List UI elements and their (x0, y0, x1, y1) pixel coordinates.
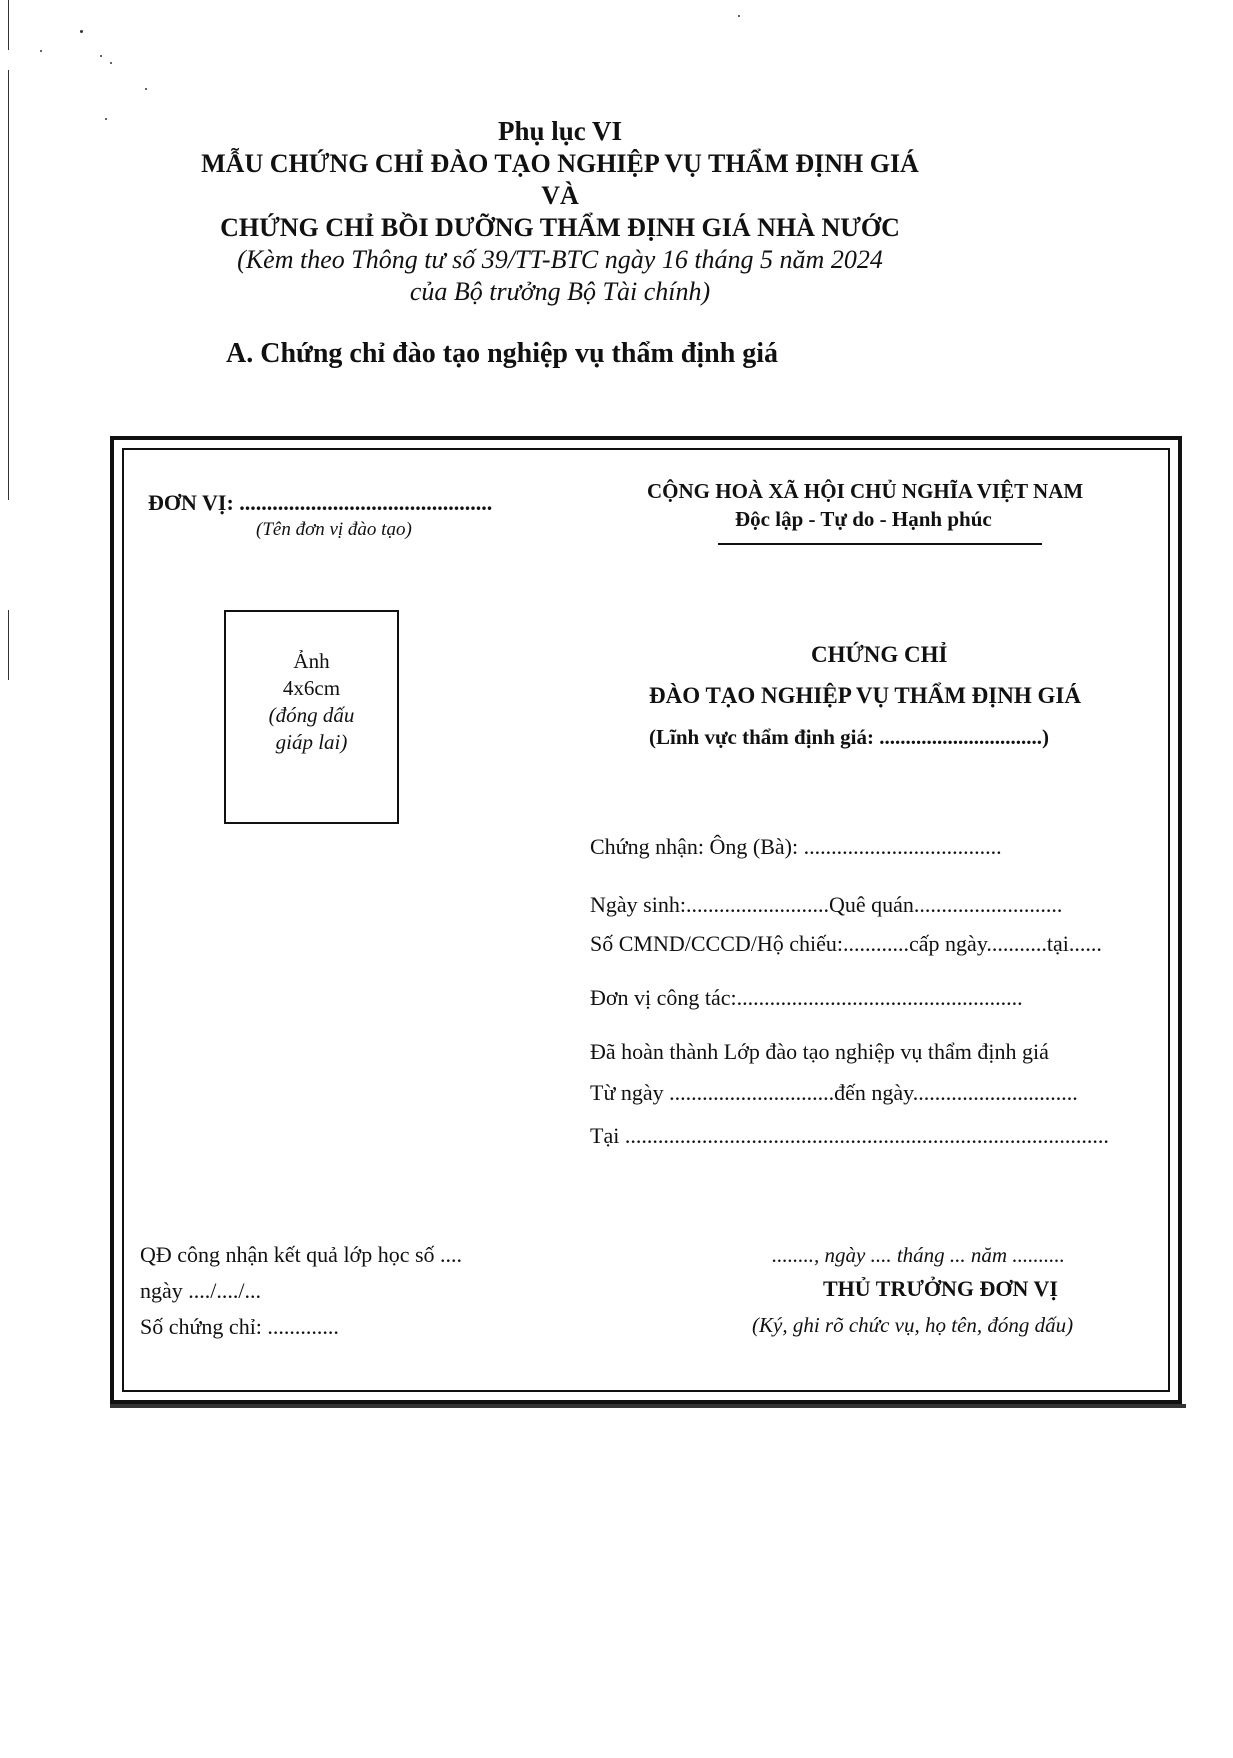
scan-speck (110, 62, 112, 64)
unit-hint: (Tên đơn vị đào tạo) (256, 519, 412, 540)
form-title-line2: CHỨNG CHỈ BỒI DƯỠNG THẨM ĐỊNH GIÁ NHÀ NƯỚC (220, 213, 900, 242)
unit-label: ĐƠN VỊ: .............................................. (148, 490, 493, 515)
photo-size: 4x6cm (282, 676, 341, 700)
period-line: Từ ngày ..............................đến ngày.............................. (590, 1080, 1078, 1105)
place-line: Tại ........................................................................................ (590, 1123, 1109, 1148)
completed-line: Đã hoàn thành Lớp đào tạo nghiệp vụ thẩm định giá (590, 1039, 1049, 1064)
certificate-subtitle: ĐÀO TẠO NGHIỆP VỤ THẨM ĐỊNH GIÁ (649, 683, 1081, 708)
scan-speck (80, 30, 83, 33)
reference-line2: của Bộ trưởng Bộ Tài chính) (409, 277, 711, 306)
dob-line: Ngày sinh:..........................Quê quán........................... (590, 892, 1063, 917)
country-name: CỘNG HOÀ XÃ HỘI CHỦ NGHĨA VIỆT NAM (647, 479, 1084, 503)
scan-edge-line (8, 0, 9, 50)
photo-stamp-note: (đóng dấu (268, 703, 355, 727)
certificate-title: CHỨNG CHỈ (811, 642, 948, 667)
motto-underline (718, 543, 1042, 545)
valuation-field: (Lĩnh vực thẩm định giá: ...............................) (649, 725, 1049, 749)
appendix-title: Phụ lục VI (497, 116, 623, 146)
certificate-frame-shadow (110, 1404, 1186, 1408)
decision-line: QĐ công nhận kết quả lớp học số .... (140, 1242, 463, 1267)
photo-label: Ảnh (293, 649, 330, 673)
document-header (200, 115, 920, 308)
scan-edge-line (8, 610, 9, 680)
id-line: Số CMND/CCCD/Hộ chiếu:............cấp ngày...........tại...... (590, 931, 1102, 956)
decision-date: ngày ..../..../... (140, 1278, 261, 1303)
reference-line1: (Kèm theo Thông tư số 39/TT-BTC ngày 16 tháng 5 năm 2024 (237, 245, 883, 274)
scan-speck (145, 88, 147, 90)
certify-line: Chứng nhận: Ông (Bà): .................................... (590, 834, 1002, 859)
form-title-line1: MẪU CHỨNG CHỈ ĐÀO TẠO NGHIỆP VỤ THẨM ĐỊNH GIÁ VÀ (201, 149, 919, 210)
photo-stamp-note2: giáp lai) (275, 730, 348, 754)
scan-edge-line (8, 70, 9, 500)
scan-speck (105, 118, 107, 120)
scan-speck (100, 55, 102, 57)
scan-speck (738, 15, 740, 17)
scan-speck (40, 50, 42, 52)
national-motto: Độc lập - Tự do - Hạnh phúc (735, 507, 992, 531)
signature-hint: (Ký, ghi rõ chức vụ, họ tên, đóng dấu) (752, 1313, 1074, 1337)
work-unit-line: Đơn vị công tác:.................................................... (590, 985, 1023, 1010)
photo-placeholder (224, 610, 399, 824)
head-of-unit: THỦ TRƯỞNG ĐƠN VỊ (823, 1276, 1058, 1301)
certificate-number: Số chứng chỉ: ............. (140, 1314, 339, 1339)
section-a-heading: A. Chứng chỉ đào tạo nghiệp vụ thẩm định giá (226, 338, 779, 369)
date-line: ........, ngày .... tháng ... năm .......... (772, 1243, 1065, 1267)
